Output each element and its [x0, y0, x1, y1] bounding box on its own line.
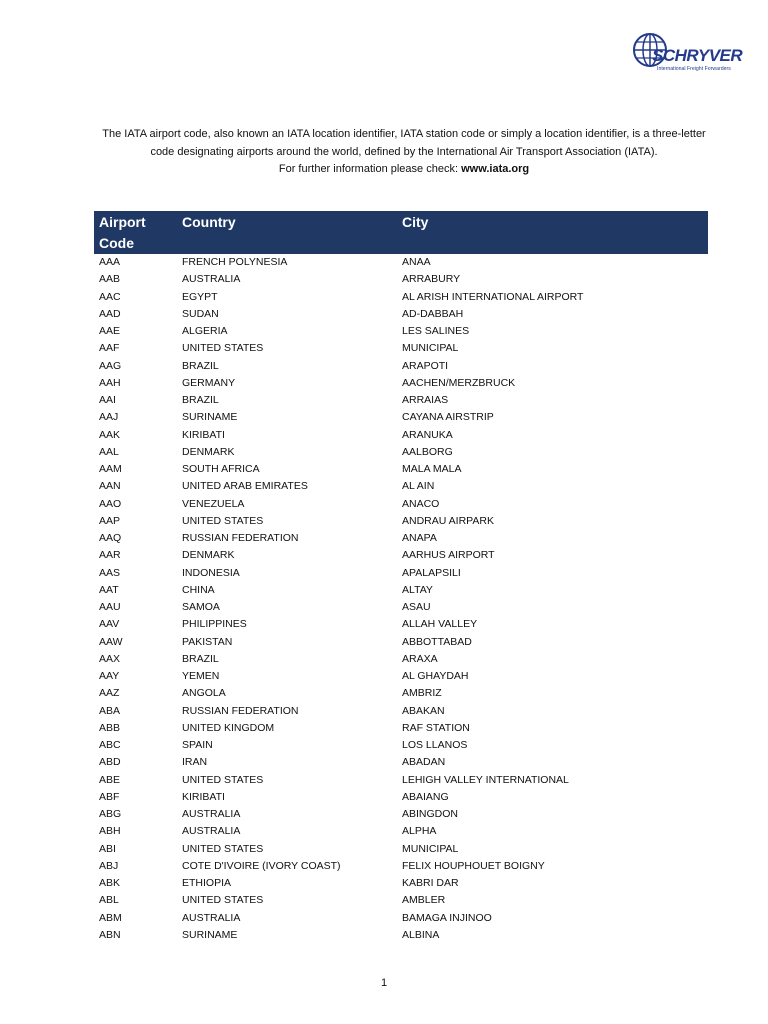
cell-country: KIRIBATI: [182, 428, 225, 441]
intro-text: [100, 126, 708, 179]
cell-airport-code: ABM: [99, 911, 122, 924]
cell-city: ABADAN: [402, 756, 446, 769]
table-row: [94, 685, 708, 702]
cell-country: AUSTRALIA: [182, 808, 241, 820]
cell-airport-code: AAF: [99, 342, 120, 355]
table-row: [94, 910, 708, 927]
cell-country: IRAN: [182, 756, 208, 769]
table-row: [94, 565, 708, 582]
cell-airport-code: AAN: [99, 480, 121, 493]
table-row: [94, 875, 708, 892]
airport-code-table: [94, 211, 708, 944]
cell-city: KABRI DAR: [402, 877, 459, 889]
cell-country: CHINA: [182, 583, 215, 596]
cell-city: LOS LLANOS: [402, 739, 468, 751]
iata-link[interactable]: www.iata.org: [461, 163, 530, 175]
cell-airport-code: AAZ: [99, 687, 120, 700]
cell-airport-code: AAD: [99, 307, 121, 320]
table-row: [94, 340, 708, 357]
cell-airport-code: AAB: [99, 273, 121, 286]
cell-country: ALGERIA: [182, 325, 228, 337]
cell-country: COTE D'IVOIRE (IVORY COAST): [182, 859, 341, 872]
cell-city: ARRABURY: [402, 273, 461, 286]
table-row: [94, 461, 708, 478]
page-number: 1: [380, 977, 388, 989]
cell-city: ALLAH VALLEY: [402, 618, 478, 631]
cell-city: RAF STATION: [402, 721, 470, 734]
cell-country: DENMARK: [182, 445, 235, 458]
cell-city: AD-DABBAH: [402, 307, 464, 320]
cell-city: ABAKAN: [402, 704, 445, 717]
cell-country: PAKISTAN: [182, 635, 233, 648]
cell-country: RUSSIAN FEDERATION: [182, 532, 299, 544]
cell-airport-code: ABC: [99, 739, 121, 751]
cell-airport-code: AAE: [99, 325, 121, 337]
table-row: [94, 271, 708, 288]
cell-airport-code: AAG: [99, 359, 122, 372]
table-row: [94, 858, 708, 875]
cell-country: KIRIBATI: [182, 790, 225, 803]
cell-country: UNITED STATES: [182, 514, 264, 527]
table-row: [94, 547, 708, 564]
cell-airport-code: ABI: [99, 842, 116, 855]
table-row: [94, 892, 708, 909]
intro-further-info: [100, 161, 708, 179]
cell-airport-code: ABB: [99, 721, 121, 734]
table-row: [94, 616, 708, 633]
header-airport-code: Airport Code: [99, 214, 146, 251]
cell-airport-code: AAX: [99, 652, 121, 665]
cell-airport-code: AAT: [99, 583, 119, 596]
cell-country: BRAZIL: [182, 359, 219, 372]
table-row: [94, 772, 708, 789]
cell-city: AL GHAYDAH: [402, 670, 469, 682]
cell-city: ANDRAU AIRPARK: [402, 514, 494, 527]
cell-airport-code: ABE: [99, 773, 121, 786]
cell-airport-code: ABH: [99, 825, 121, 838]
table-row: [94, 599, 708, 616]
table-row: [94, 720, 708, 737]
table-row: [94, 513, 708, 530]
cell-city: ANACO: [402, 497, 440, 510]
cell-airport-code: AAW: [99, 635, 123, 648]
cell-country: ANGOLA: [182, 687, 226, 700]
header-city: City: [402, 214, 429, 230]
table-row: [94, 806, 708, 823]
cell-airport-code: ABK: [99, 877, 121, 889]
cell-city: AACHEN/MERZBRUCK: [402, 376, 516, 389]
cell-airport-code: AAC: [99, 290, 121, 303]
logo-wordmark: SCHRYVER: [652, 46, 743, 65]
cell-country: VENEZUELA: [182, 497, 245, 510]
cell-city: AL AIN: [402, 480, 435, 493]
table-row: [94, 358, 708, 375]
cell-city: LEHIGH VALLEY INTERNATIONAL: [402, 773, 569, 786]
cell-airport-code: AAR: [99, 549, 121, 562]
table-row: [94, 306, 708, 323]
cell-country: RUSSIAN FEDERATION: [182, 704, 299, 717]
cell-city: AMBLER: [402, 894, 446, 907]
table-row: [94, 444, 708, 461]
cell-airport-code: AAQ: [99, 532, 122, 544]
cell-country: SOUTH AFRICA: [182, 463, 260, 475]
cell-city: AMBRIZ: [402, 687, 442, 700]
cell-airport-code: ABF: [99, 790, 120, 803]
cell-country: UNITED STATES: [182, 342, 264, 355]
cell-airport-code: AAM: [99, 463, 122, 475]
cell-city: LES SALINES: [402, 325, 470, 337]
cell-city: ARAXA: [402, 652, 438, 665]
cell-country: AUSTRALIA: [182, 825, 241, 838]
cell-city: ABINGDON: [402, 808, 459, 820]
cell-country: SURINAME: [182, 411, 238, 424]
table-row: [94, 754, 708, 771]
cell-country: EGYPT: [182, 290, 218, 303]
cell-country: UNITED STATES: [182, 842, 264, 855]
cell-airport-code: ABA: [99, 704, 121, 717]
header-country: Country: [182, 214, 236, 230]
cell-city: MALA MALA: [402, 463, 462, 475]
cell-city: ARRAIAS: [402, 394, 449, 406]
cell-city: AARHUS AIRPORT: [402, 549, 495, 562]
cell-city: APALAPSILI: [402, 566, 461, 579]
intro-description: The IATA airport code, also known an IATA location identifier, IATA station code or simply a location identifier, is a three-letter code designating airports around the world, defined by the International Air Transport Association (IATA).: [102, 128, 706, 158]
table-row: [94, 496, 708, 513]
table-row: [94, 427, 708, 444]
table-row: [94, 478, 708, 495]
cell-city: ANAA: [402, 256, 431, 268]
table-row: [94, 703, 708, 720]
cell-airport-code: AAH: [99, 376, 121, 389]
table-row: [94, 634, 708, 651]
cell-country: PHILIPPINES: [182, 618, 247, 631]
table-row: [94, 530, 708, 547]
cell-city: ABBOTTABAD: [402, 635, 472, 648]
cell-country: UNITED KINGDOM: [182, 721, 275, 734]
cell-country: UNITED STATES: [182, 894, 264, 907]
cell-country: YEMEN: [182, 670, 220, 682]
cell-country: UNITED ARAB EMIRATES: [182, 480, 308, 493]
cell-city: ALPHA: [402, 825, 437, 838]
further-info-prefix: For further information please check:: [278, 163, 462, 175]
cell-airport-code: AAA: [99, 256, 121, 268]
cell-country: SPAIN: [182, 739, 213, 751]
table-row: [94, 375, 708, 392]
cell-city: MUNICIPAL: [402, 842, 459, 855]
table-row: [94, 789, 708, 806]
cell-airport-code: AAS: [99, 566, 121, 579]
cell-city: ASAU: [402, 601, 431, 613]
cell-airport-code: ABJ: [99, 859, 119, 872]
cell-city: ARANUKA: [402, 428, 453, 441]
cell-country: SUDAN: [182, 307, 219, 320]
cell-country: UNITED STATES: [182, 773, 264, 786]
cell-country: SURINAME: [182, 928, 238, 941]
cell-city: ALBINA: [402, 928, 440, 941]
table-row: [94, 323, 708, 340]
cell-city: AALBORG: [402, 445, 453, 458]
table-header: [94, 211, 708, 254]
cell-city: ALTAY: [402, 583, 433, 596]
cell-airport-code: AAY: [99, 670, 120, 682]
table-row: [94, 927, 708, 944]
table-row: [94, 823, 708, 840]
cell-airport-code: AAU: [99, 601, 121, 613]
table-row: [94, 841, 708, 858]
table-row: [94, 254, 708, 271]
cell-country: GERMANY: [182, 376, 236, 389]
cell-airport-code: AAO: [99, 497, 122, 510]
cell-airport-code: AAP: [99, 514, 121, 527]
table-row: [94, 651, 708, 668]
schryver-logo: [630, 30, 742, 78]
table-body: [94, 254, 708, 944]
cell-city: CAYANA AIRSTRIP: [402, 411, 494, 424]
table-row: [94, 409, 708, 426]
table-row: [94, 668, 708, 685]
cell-airport-code: AAL: [99, 445, 119, 458]
cell-city: AL ARISH INTERNATIONAL AIRPORT: [402, 290, 584, 303]
cell-airport-code: AAJ: [99, 411, 119, 424]
cell-city: ABAIANG: [402, 790, 449, 803]
cell-country: AUSTRALIA: [182, 273, 241, 286]
cell-airport-code: ABG: [99, 808, 122, 820]
cell-airport-code: ABD: [99, 756, 121, 769]
cell-airport-code: AAK: [99, 428, 121, 441]
cell-country: ETHIOPIA: [182, 877, 232, 889]
table-row: [94, 289, 708, 306]
cell-city: ANAPA: [402, 532, 437, 544]
cell-city: BAMAGA INJINOO: [402, 911, 492, 924]
cell-country: FRENCH POLYNESIA: [182, 256, 288, 268]
table-row: [94, 392, 708, 409]
logo-tagline: International Freight Forwarders: [657, 66, 731, 72]
cell-airport-code: ABL: [99, 894, 119, 907]
cell-country: INDONESIA: [182, 566, 240, 579]
cell-country: BRAZIL: [182, 652, 219, 665]
cell-airport-code: AAV: [99, 618, 120, 631]
cell-city: ARAPOTI: [402, 359, 449, 372]
cell-country: DENMARK: [182, 549, 235, 562]
cell-city: FELIX HOUPHOUET BOIGNY: [402, 859, 545, 872]
cell-country: SAMOA: [182, 601, 220, 613]
cell-airport-code: AAI: [99, 394, 116, 406]
cell-city: MUNICIPAL: [402, 342, 459, 355]
table-row: [94, 582, 708, 599]
cell-country: BRAZIL: [182, 394, 219, 406]
cell-airport-code: ABN: [99, 928, 121, 941]
table-row: [94, 737, 708, 754]
cell-country: AUSTRALIA: [182, 911, 241, 924]
